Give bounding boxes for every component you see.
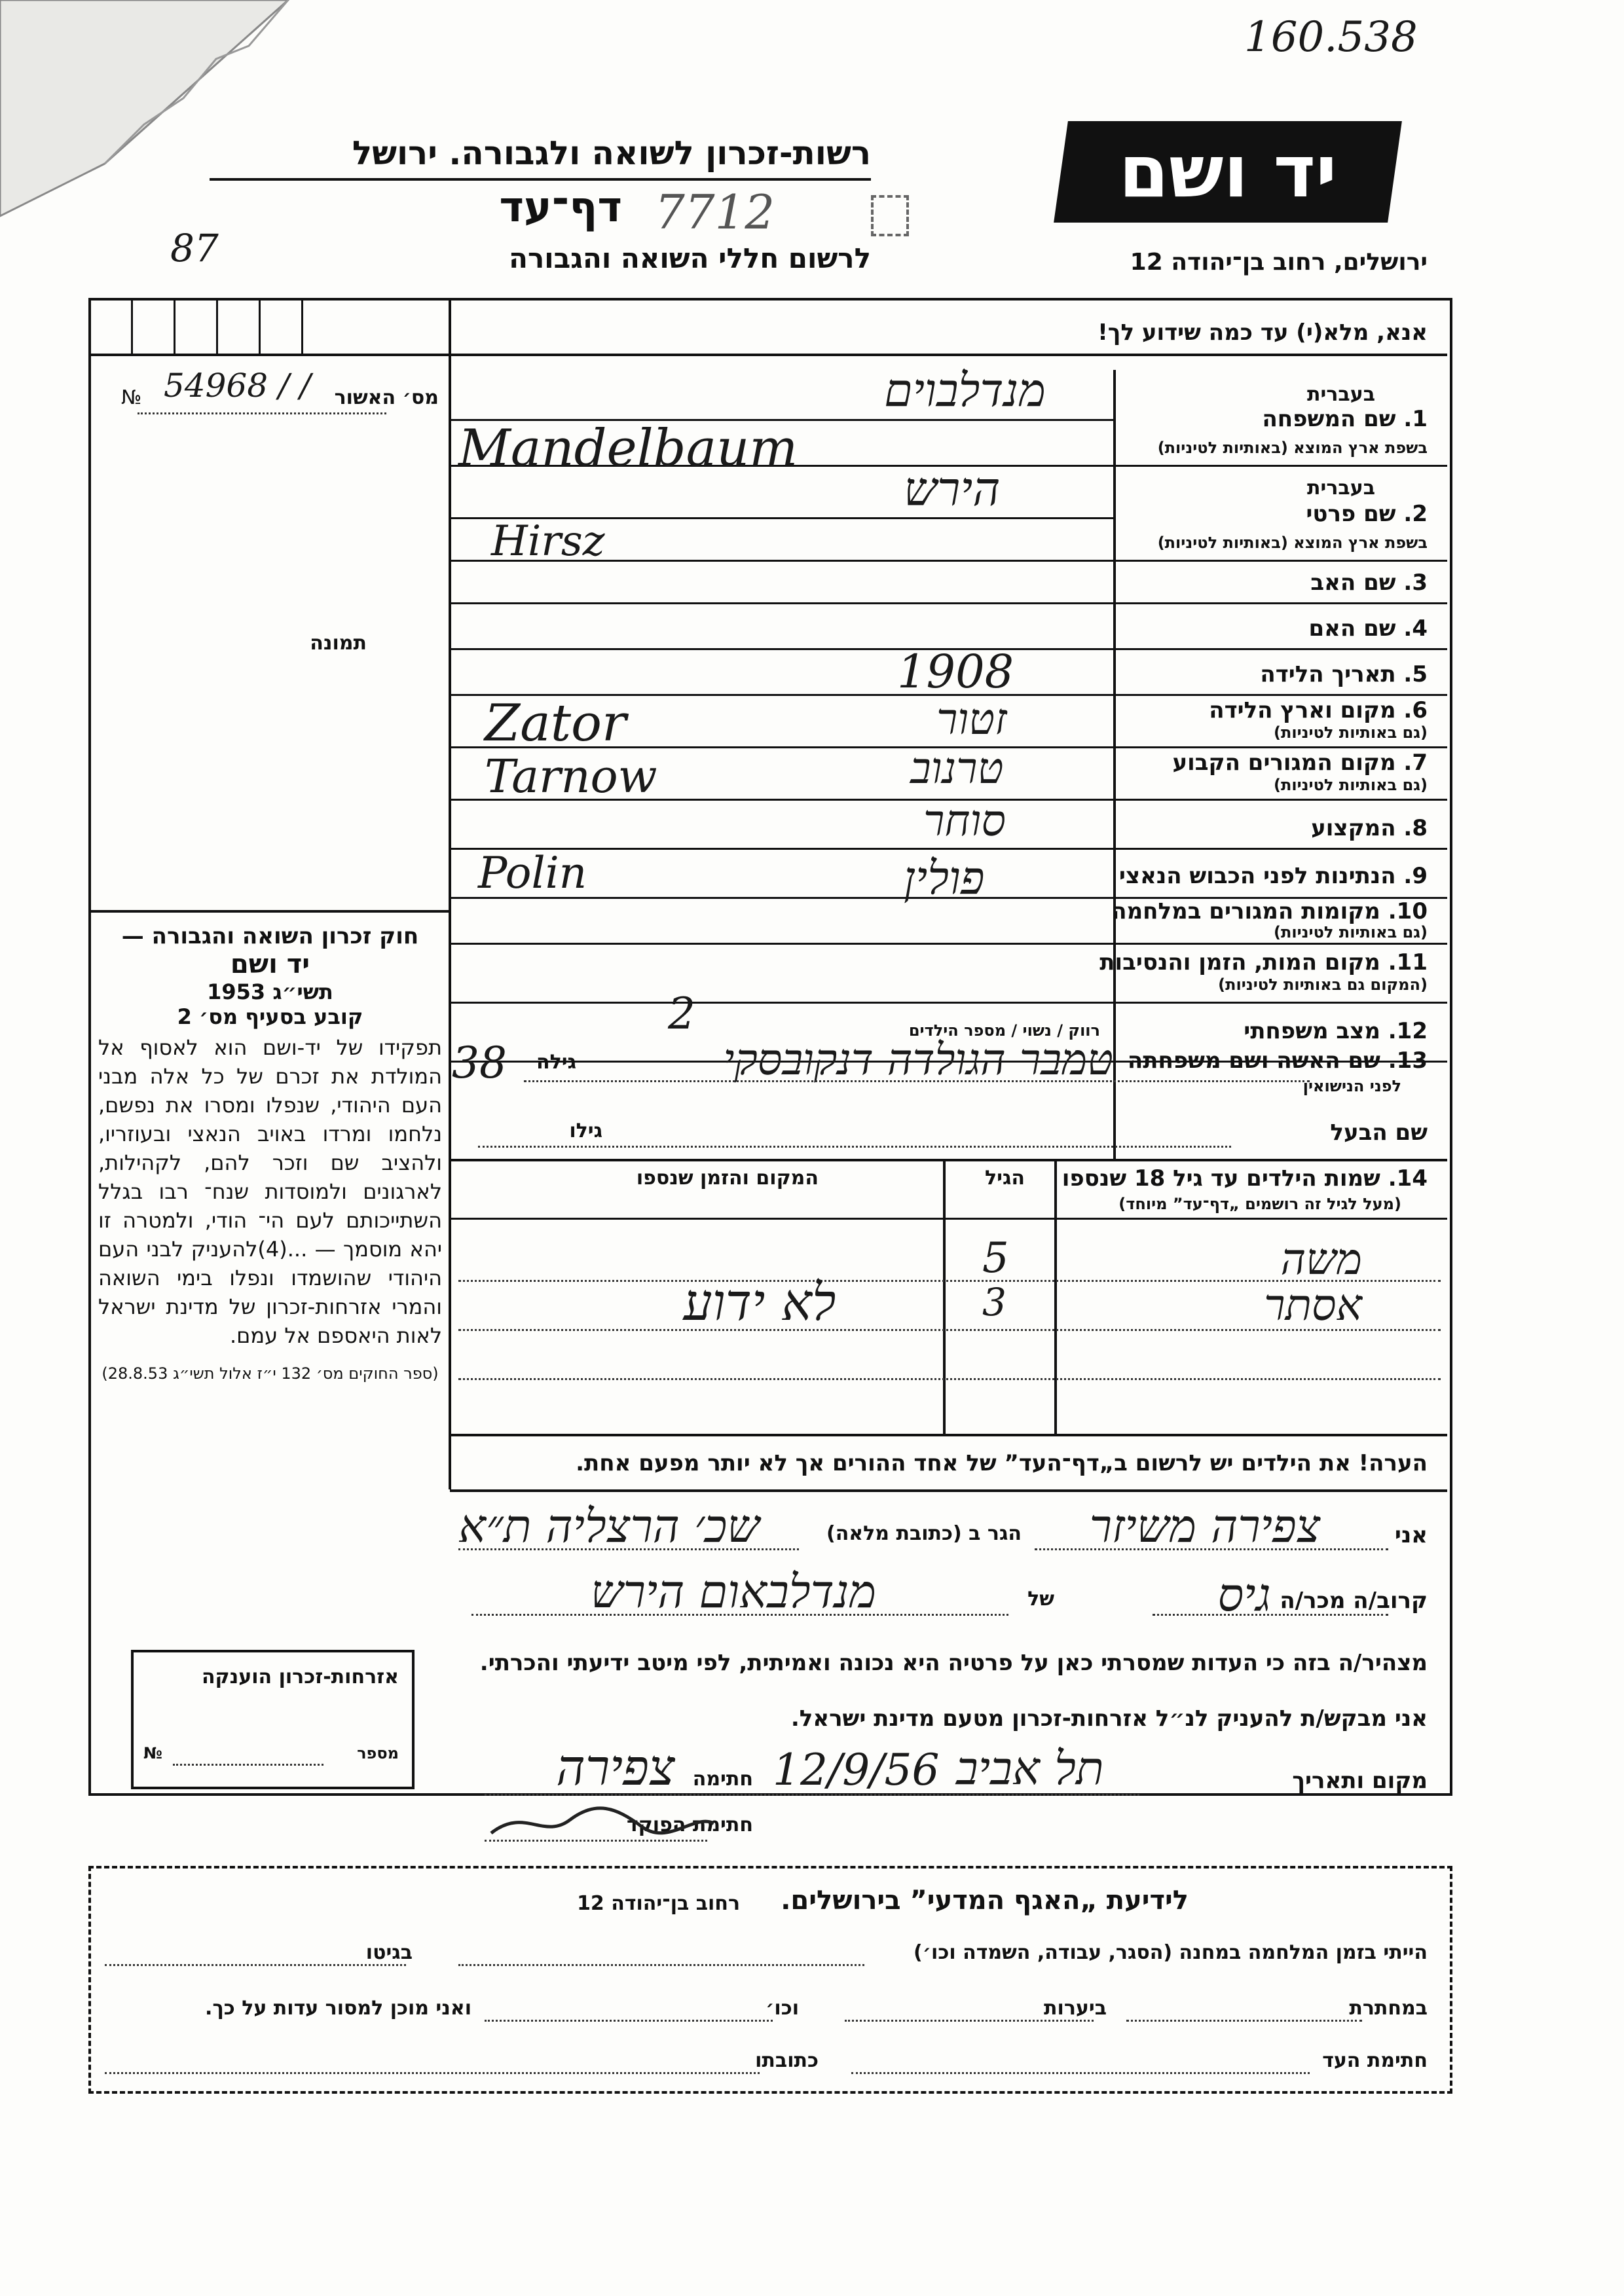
law-title: חוק זכרון השואה והגבורה —	[121, 923, 419, 949]
footer-line1-a: הייתי בזמן המלחמה במחנה (הסגר, עבודה, השמדה וכו׳)	[913, 1941, 1428, 1964]
in-hebrew-2: בעברית	[1307, 477, 1375, 500]
instruction: אנא, מלא(י) עד כמה שידוע לך!	[1098, 319, 1428, 346]
f1-latin-value: Mandelbaum	[458, 419, 798, 478]
f5-value: 1908	[897, 645, 1014, 699]
header-rule	[210, 178, 871, 181]
f13-value: טמבר הגולדה דנקובסקי	[723, 1034, 1113, 1085]
f13-age-label: גילה	[536, 1051, 576, 1074]
decl-relative-label: קרוב/ה מכר/ה	[1280, 1588, 1428, 1614]
footer-line2-d: ואני מוכן למסור עדות על כך.	[205, 1997, 471, 2020]
approval-number: 54968 / /	[164, 367, 311, 405]
f7-hebrew-value: טרנוב	[910, 743, 1004, 793]
decl-place: תל אביב	[956, 1741, 1104, 1795]
decl-of-label: של	[1027, 1588, 1054, 1611]
archive-number: 160.538	[1244, 13, 1418, 62]
f6-label: 6. מקום וארץ הלידה	[1209, 697, 1428, 723]
f13-age: 38	[452, 1038, 507, 1088]
footer-title: לידיעת „האגף המדעי” בירושלים.	[781, 1886, 1189, 1916]
citizenship-number-label: מספר	[357, 1744, 399, 1762]
subtitle: לרשום חללי השואה והגבורה	[509, 242, 871, 274]
f12-label: 12. מצב משפחתי	[1244, 1018, 1428, 1044]
children-col-place: המקום והזמן שנספו	[636, 1167, 819, 1190]
f2-sub: בשפת ארץ המוצא (באותיות לטיניות)	[1157, 534, 1428, 552]
approval-no-mark: №	[121, 386, 142, 409]
footer-address: רחוב בן־יהודה 12	[577, 1892, 740, 1915]
decl-request: אני מבקש/ת להעניק לנ״ל אזרחות-זכרון מטעם מדינת ישראל.	[790, 1705, 1428, 1732]
decl-place-date-label: מקום ותאריך	[1292, 1768, 1428, 1794]
f13-label: 13. שם האשה ושם משפחתה	[1127, 1048, 1428, 1074]
child-1-age: 5	[982, 1234, 1009, 1283]
footer-line3-a: חתימת העד	[1322, 2049, 1428, 2072]
f4-label: 4. שם האם	[1308, 615, 1428, 642]
children-table-top	[450, 1159, 1447, 1161]
decl-date: 12/9/56	[773, 1745, 940, 1795]
side-mark: 87	[170, 226, 219, 270]
f2-latin-value: Hirsz	[491, 517, 605, 566]
form-title: דף־עד	[499, 183, 622, 232]
f6-sub: (גם באותיות לטיניות)	[1274, 723, 1428, 742]
f3-label: 3. שם האב	[1310, 570, 1428, 596]
f9-label: 9. הנתינות לפני הכבוש הנאצי	[1118, 863, 1428, 889]
decl-resides-label: הגר ב (כתובת מלאה)	[826, 1522, 1022, 1545]
logo-text: יד ושם	[1118, 130, 1337, 213]
footer-line2-c: וכו׳	[766, 1997, 799, 2020]
f9-hebrew-value: פולין	[904, 851, 985, 905]
f9-latin-value: Polin	[478, 848, 587, 898]
husband-label: שם הבעל	[1330, 1120, 1428, 1146]
f11-sub: (המקום גם באותיות לטיניות)	[1218, 975, 1428, 994]
f7-latin-value: Tarnow	[485, 750, 657, 803]
children-col-age: הגיל	[985, 1167, 1025, 1190]
address: ירושלים, רחוב בן־יהודה 12	[1130, 249, 1428, 276]
decl-i-label: אני	[1394, 1522, 1428, 1548]
husband-age-label: גילו	[569, 1120, 602, 1142]
law-clause: קובע בסעיף מס׳ 2	[177, 1004, 363, 1029]
in-hebrew-1: בעברית	[1307, 383, 1375, 406]
f8-label: 8. המקצוע	[1311, 815, 1428, 841]
footer-line2-b: ביערות	[1044, 1997, 1107, 2020]
f10-label: 10. מקומות המגורים במלחמה	[1111, 898, 1428, 924]
decl-officer-label: חתימת הפוקד	[627, 1813, 753, 1836]
f13-sub: לפני הנישואין	[1302, 1077, 1401, 1095]
children-header: 14. שמות הילדים עד גיל 18 שנספו	[1061, 1165, 1428, 1192]
child-1-name: משה	[1280, 1234, 1362, 1285]
citizenship-box	[131, 1650, 415, 1789]
decl-statement: מצהיר/ה בזה כי העדות שמסרתי כאן על פרטיה היא נכונה ואמיתית, לפי מיטב ידיעתי והכרתי.	[479, 1650, 1428, 1676]
f5-label: 5. תאריך הלידה	[1260, 661, 1428, 687]
decl-signature: צפירה	[556, 1738, 675, 1796]
stamp-mark	[871, 195, 909, 236]
children-header-sub: (מעל לגיל זה רושמים „דף־עד” מיוחד)	[1118, 1195, 1401, 1213]
law-reference: (ספר החוקים מס׳ 132 י״ז אלול תשי״ג 28.8.53)	[101, 1364, 439, 1383]
decl-of-name: מנדלבאום הירש	[590, 1565, 877, 1618]
decl-signature-label: חתימה	[692, 1768, 753, 1791]
citizenship-title: אזרחות-זכרון הוענקה	[201, 1666, 399, 1688]
footer-line3-b: כתובתו	[755, 2049, 819, 2072]
f1-sub: בשפת ארץ המוצא (באותיות לטיניות)	[1157, 439, 1428, 457]
f10-sub: (גם באותיות לטיניות)	[1274, 923, 1428, 941]
footer-line1-b: בגיטו	[365, 1941, 413, 1964]
f12-options: רווק / נשוי / מספר הילדים	[908, 1021, 1100, 1040]
f8-value: סוחר	[923, 795, 1006, 846]
f6-hebrew-value: זטור	[936, 694, 1007, 744]
child-2-age: 3	[982, 1280, 1006, 1324]
law-block	[98, 923, 442, 1384]
f11-label: 11. מקום המות, הזמן והנסיבות	[1099, 949, 1428, 975]
f6-latin-value: Zator	[485, 694, 627, 753]
decl-relation: גיס	[1217, 1568, 1271, 1622]
label-divider	[1113, 370, 1116, 1159]
note: הערה! את הילדים יש לרשום ב„דף־העד” של אחד ההורים אך לא יותר מפעם אחת.	[576, 1450, 1428, 1476]
decl-i-name: צפירה משיזר	[1089, 1499, 1321, 1553]
yad-vashem-logo	[1054, 121, 1402, 223]
law-name: יד ושם	[230, 949, 310, 979]
f12-children-count: 2	[668, 989, 695, 1039]
citizenship-no-mark: №	[143, 1744, 162, 1762]
child-2-name: אסתר	[1264, 1280, 1362, 1330]
f7-sub: (גם באותיות לטיניות)	[1274, 776, 1428, 794]
column-divider	[449, 298, 451, 1489]
decl-address: שכ׳ הרצליה ת״א	[458, 1499, 760, 1553]
f1-label: 1. שם המשפחה	[1262, 406, 1428, 432]
f2-hebrew-value: הירש	[904, 462, 1001, 517]
authority-line: רשות-זכרון לשואה ולגבורה. ירושל	[352, 134, 871, 172]
footer-line2-a: במחתרת	[1349, 1997, 1428, 2020]
approval-label: מס׳ האשור	[334, 386, 439, 409]
law-year: תשי״ג 1953	[207, 979, 333, 1004]
f2-label: 2. שם פרטי	[1306, 501, 1428, 527]
child-2-place: לא ידוע	[683, 1273, 836, 1332]
photo-label: תמונה	[310, 632, 367, 655]
form-number: 7712	[655, 185, 775, 240]
f1-hebrew-value: מנדלבוים	[884, 363, 1046, 417]
law-text: תפקידו של יד-ושם הוא לאסוף אל המולדת את זכרם של כל אלה מבני העם היהודי, שנפלו ומסרו את נפשם, נלחמו ומרדו באויב הנאצי ובעוזריו, ולהציב שם וזכר להם, לקהילות, לארגונים ולמוסדות שנח־ רבו בגלל השתייכותם לעם הי־ הודי, ולמטרה זו יהא מוסמך — ...(4)להעניק לבני העם היהודי שהושמדו ונפלו בימי השואה והמרי אזרחות-זכרון של מדינת ישראל לאות היאספם אל עמם.	[98, 1035, 443, 1348]
f7-label: 7. מקום המגורים הקבוע	[1172, 750, 1428, 776]
